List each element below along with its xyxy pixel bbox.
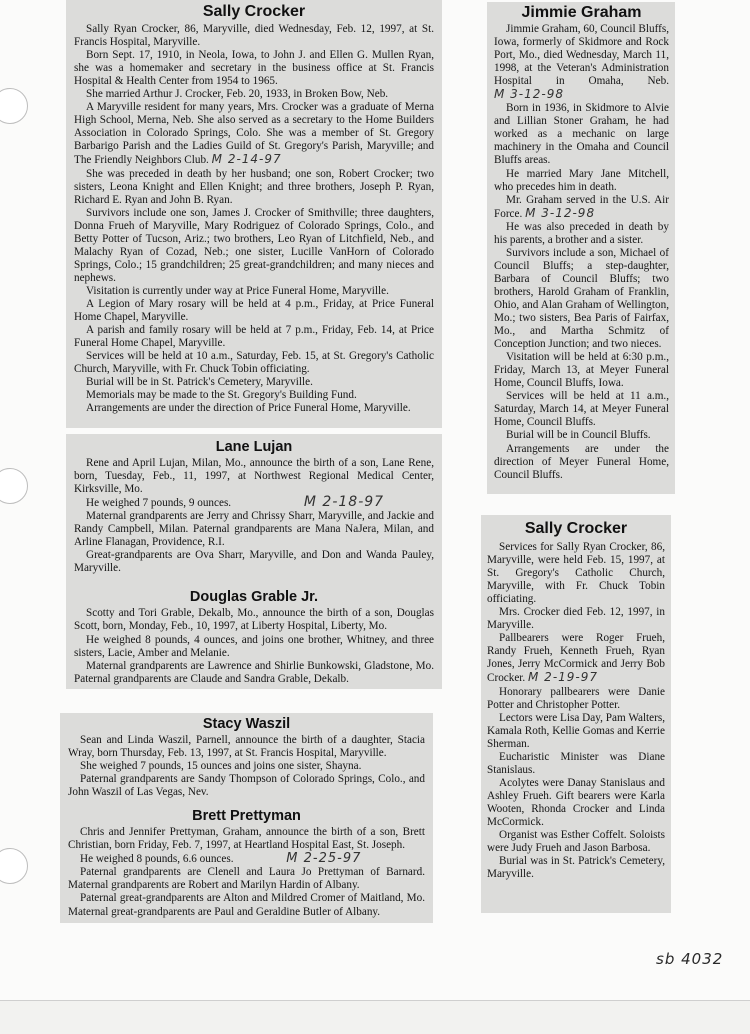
paragraph: Survivors include a son, Michael of Council Bluffs; a step-daughter, Barbara of Council Bluffs; two brothers, Harold Graham of Franklin, Ohio, and Alan Graham of Wellington, Mo.; two sisters, Bea Paris of Fairfax, Mo., and Martha Schmitz of Conception Junction; and two nieces. bbox=[494, 246, 669, 351]
paragraph bbox=[68, 852, 425, 866]
paragraph: Visitation is currently under way at Price Funeral Home, Maryville. bbox=[86, 284, 389, 297]
paragraph: Burial will be in St. Patrick's Cemetery, Maryville. bbox=[86, 376, 313, 389]
obituary-sally-crocker bbox=[66, 0, 442, 428]
paragraph bbox=[494, 194, 669, 221]
binder-hole bbox=[0, 88, 28, 124]
paragraph: He was also preceded in death by his parents, a brother and a sister. bbox=[494, 220, 669, 246]
paragraph: Burial was in St. Patrick's Cemetery, Maryville. bbox=[487, 855, 665, 881]
paragraph: A parish and family rosary will be held at 7 p.m., Friday, Feb. 14, at Price Funeral Home Chapel, Maryville. bbox=[74, 324, 434, 350]
services-sally-crocker bbox=[481, 515, 671, 913]
paragraph: She weighed 7 pounds, 15 ounces and joins one sister, Shayna. bbox=[80, 760, 362, 773]
binder-hole bbox=[0, 468, 28, 504]
paragraph: Lectors were Lisa Day, Pam Walters, Kamala Roth, Kellie Gomas and Kerrie Sherman. bbox=[487, 711, 665, 750]
paragraph: Survivors include one son, James J. Crocker of Smithville; three daughters, Donna Frueh of Maryville, Mary Rodriguez of Colorado Springs, Colo., and Betty Potter of Tucson, Ariz.; two brothers, Leo Ryan of Litchfield, Neb., and Malachy Ryan of Cozad, Neb.; one sister, Lucille VanHorn of Colorado Springs, Colo.; 15 grandchildren; 25 great-grandchildren; and many nieces and nephews. bbox=[74, 206, 434, 284]
clipping-title: Douglas Grable Jr. bbox=[189, 589, 319, 606]
handwritten-date: M 2-14-97 bbox=[211, 152, 282, 167]
clipping-title: Lane Lujan bbox=[215, 439, 293, 455]
paragraph: Services will be held at 11 a.m., Saturday, March 14, at Meyer Funeral Home, Council Bluffs. bbox=[494, 390, 669, 429]
paragraph-text: He weighed 8 pounds, 6.6 ounces. bbox=[80, 853, 234, 866]
handwritten-date: M 2-25-97 bbox=[286, 851, 362, 867]
paragraph: Chris and Jennifer Prettyman, Graham, announce the birth of a son, Brett Christian, born Friday, Feb. 7, 1997, at Heartland Hospital East, St. Joseph. bbox=[68, 826, 425, 852]
paragraph: Paternal great-grandparents are Alton and Mildred Cromer of Maitland, Mo. Maternal great-grandparents are Paul and Geraldine Butler of Albany. bbox=[68, 892, 425, 918]
paragraph: Memorials may be made to the St. Gregory's Building Fund. bbox=[86, 389, 357, 402]
paragraph bbox=[74, 496, 434, 510]
paragraph: He married Mary Jane Mitchell, who precedes him in death. bbox=[494, 167, 669, 193]
paragraph: Arrangements are under the direction of Price Funeral Home, Maryville. bbox=[86, 402, 411, 415]
paragraph: He weighed 8 pounds, 4 ounces, and joins one brother, Whitney, and three sisters, Lacie, Amber and Melanie. bbox=[74, 633, 434, 659]
paragraph: Sean and Linda Waszil, Parnell, announce the birth of a daughter, Stacia Wray, born Thursday, Feb. 13, 1997, at St. Francis Hospital, Maryville. bbox=[68, 734, 425, 760]
paragraph: Maternal grandparents are Jerry and Chrissy Sharr, Maryville, and Jackie and Randy Campbell, Milan. Paternal grandparents are Mana NaJera, Milan, and Arline Flanagan, Providence, R.I. bbox=[74, 510, 434, 549]
paragraph bbox=[74, 101, 434, 167]
paragraph: Paternal grandparents are Clenell and Laura Jo Prettyman of Barnard. Maternal grandparents are Robert and Marilyn Hardin of Albany. bbox=[68, 866, 425, 892]
clipping-title: Jimmie Graham bbox=[521, 4, 642, 21]
paragraph: Arrangements are under the direction of Meyer Funeral Home, Council Bluffs. bbox=[494, 442, 669, 481]
paragraph: Mrs. Crocker died Feb. 12, 1997, in Maryville. bbox=[487, 606, 665, 632]
obituary-jimmie-graham bbox=[487, 2, 675, 494]
paragraph: Born Sept. 17, 1910, in Neola, Iowa, to John J. and Ellen G. Mullen Ryan, she was a homemaker and secretary in the business office at St. Francis Hospital & Health Center from 1954 to 1965. bbox=[74, 49, 434, 88]
birth-announcements-1 bbox=[66, 434, 442, 689]
paragraph: Paternal grandparents are Sandy Thompson of Colorado Springs, Colo., and John Waszil of Las Vegas, Nev. bbox=[68, 773, 425, 799]
paragraph: Burial will be in Council Bluffs. bbox=[506, 429, 651, 442]
paragraph-text: He weighed 7 pounds, 9 ounces. bbox=[86, 497, 232, 510]
paragraph: Great-grandparents are Ova Sharr, Maryville, and Don and Wanda Pauley, Maryville. bbox=[74, 549, 434, 575]
binder-hole bbox=[0, 848, 28, 884]
paragraph-text: Jimmie Graham, 60, Council Bluffs, Iowa, formerly of Skidmore and Rock Port, Mo., died Wednesday, March 11, 1998, at the Veteran's Administration Hospital in Omaha, Neb. bbox=[494, 23, 669, 88]
paragraph: Organist was Esther Coffelt. Soloists were Judy Frueh and Jason Barbosa. bbox=[487, 829, 665, 855]
scrapbook-page-number: sb 4032 bbox=[656, 950, 724, 968]
clipping-title: Sally Crocker bbox=[202, 3, 306, 20]
handwritten-date: M 2-18-97 bbox=[303, 494, 385, 511]
paragraph-text: A Maryville resident for many years, Mrs. Crocker was a graduate of Merna High School, Merna, Neb. She also served as a secretary to the Home Builders Association in Colorado Springs, Colo. She was a member of St. Gregory Barbarigo Parish and the Ladies Guild of St. Gregory's Parish, Maryville; and The Friendly Neighbors Club. bbox=[74, 101, 434, 167]
paragraph: Eucharistic Minister was Diane Stanislaus. bbox=[487, 750, 665, 776]
paragraph: Sally Ryan Crocker, 86, Maryville, died Wednesday, Feb. 12, 1997, at St. Francis Hospital, Maryville. bbox=[74, 23, 434, 49]
handwritten-date: M 3-12-98 bbox=[494, 87, 565, 102]
paragraph: Visitation will be held at 6:30 p.m., Friday, March 13, at Meyer Funeral Home, Council Bluffs, Iowa. bbox=[494, 351, 669, 390]
paragraph: Scotty and Tori Grable, Dekalb, Mo., announce the birth of a son, Douglas Scott, born, Monday, Feb., 10, 1997, at Liberty Hospital, Liberty, Mo. bbox=[74, 607, 434, 633]
clipping-title: Brett Prettyman bbox=[192, 808, 301, 825]
page-bottom-edge bbox=[0, 1000, 750, 1034]
paragraph: Services for Sally Ryan Crocker, 86, Maryville, were held Feb. 15, 1997, at St. Gregory's Catholic Church, Maryville, with Fr. Chuck Tobin officiating. bbox=[487, 541, 665, 606]
paragraph: Services will be held at 10 a.m., Saturday, Feb. 15, at St. Gregory's Catholic Church, Maryville, with Fr. Chuck Tobin officiating. bbox=[74, 350, 434, 376]
paragraph: She was preceded in death by her husband; one son, Robert Crocker; two sisters, Leona Knight and Ellen Knight; and three brothers, Joseph P. Ryan, Richard E. Ryan and John B. Ryan. bbox=[74, 167, 434, 206]
clipping-title: Stacy Waszil bbox=[202, 716, 291, 732]
paragraph-text: Mr. Graham served in the U.S. Air Force. bbox=[494, 193, 669, 220]
paragraph: Maternal grandparents are Lawrence and Shirlie Bunkowski, Gladstone, Mo. Paternal grandparents are Claude and Sandra Grable, Dekalb. bbox=[74, 659, 434, 685]
paragraph: Honorary pallbearers were Danie Potter and Christopher Potter. bbox=[487, 685, 665, 711]
paragraph bbox=[494, 23, 669, 102]
paragraph: She married Arthur J. Crocker, Feb. 20, 1933, in Broken Bow, Neb. bbox=[86, 88, 389, 101]
handwritten-date: M 2-19-97 bbox=[528, 670, 599, 685]
paragraph: Born in 1936, in Skidmore to Alvie and Lillian Stoner Graham, he had worked as a mechanic on large machinery in the Omaha and Council Bluffs areas. bbox=[494, 102, 669, 167]
paragraph bbox=[487, 632, 665, 685]
handwritten-date: M 3-12-98 bbox=[525, 205, 596, 220]
clipping-title: Sally Crocker bbox=[524, 520, 628, 537]
paragraph: A Legion of Mary rosary will be held at 4 p.m., Friday, at Price Funeral Home Chapel, Maryville. bbox=[74, 297, 434, 324]
paragraph: Rene and April Lujan, Milan, Mo., announce the birth of a son, Lane Rene, born, Tuesday, Feb., 11, 1997, at Northwest Regional Medical Center, Kirksville, Mo. bbox=[74, 457, 434, 496]
birth-announcements-2 bbox=[60, 713, 433, 923]
paragraph: Acolytes were Danay Stanislaus and Ashley Frueh. Gift bearers were Karla Wooten, Rhonda Crocker and Linda McCormick. bbox=[487, 776, 665, 828]
paragraph-text: Pallbearers were Roger Frueh, Randy Frueh, Kenneth Frueh, Ryan Jones, Jerry McCormick and Jerry Bob Crocker. bbox=[487, 632, 665, 685]
